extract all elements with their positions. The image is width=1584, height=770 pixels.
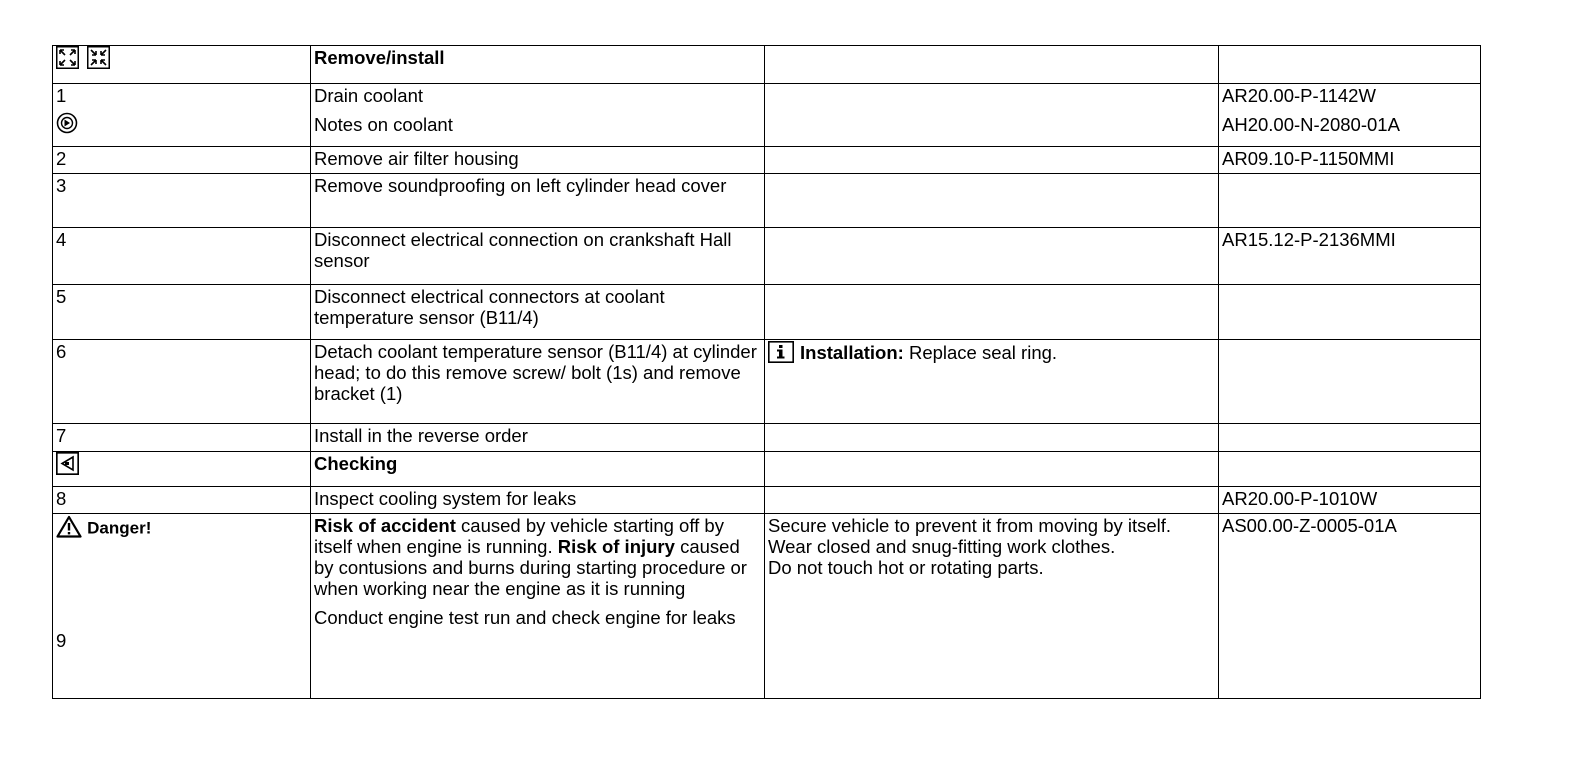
step-number: 2 bbox=[53, 147, 311, 174]
document-ref-link[interactable]: AR09.10-P-1150MMI bbox=[1219, 147, 1481, 174]
step-cell bbox=[53, 84, 311, 147]
ref-cell bbox=[1219, 84, 1481, 147]
info-icon bbox=[768, 341, 794, 367]
table-row bbox=[53, 46, 1481, 84]
step-number: 9 bbox=[56, 630, 67, 651]
document-ref-link[interactable]: AR20.00-P-1142W bbox=[1222, 85, 1376, 106]
step-text: Remove air filter housing bbox=[311, 147, 765, 174]
checking-icon bbox=[56, 452, 79, 475]
table-row bbox=[53, 340, 1481, 424]
document-ref-link[interactable]: AR15.12-P-2136MMI bbox=[1219, 228, 1481, 285]
document-ref-link[interactable]: AS00.00-Z-0005-01A bbox=[1219, 514, 1481, 699]
step-cell bbox=[53, 514, 311, 699]
table-row bbox=[53, 228, 1481, 285]
step-text: Remove soundproofing on left cylinder head cover bbox=[311, 174, 765, 228]
step-number: 6 bbox=[53, 340, 311, 424]
collapse-icon bbox=[87, 46, 110, 69]
note-text: Notes on coolant bbox=[314, 114, 453, 135]
danger-measures-cell bbox=[765, 514, 1219, 699]
section-title: Checking bbox=[311, 452, 765, 487]
measure-text: Wear closed and snug-fitting work clothes. bbox=[768, 536, 1116, 557]
step-number: 7 bbox=[53, 424, 311, 452]
table-row bbox=[53, 514, 1481, 699]
procedure-table bbox=[52, 45, 1481, 699]
step-text-cell bbox=[311, 514, 765, 699]
notes-icon bbox=[56, 112, 308, 138]
info-cell bbox=[765, 340, 1219, 424]
step-text: Conduct engine test run and check engine for leaks bbox=[314, 607, 736, 628]
info-label: Installation: bbox=[800, 341, 904, 363]
measure-text: Do not touch hot or rotating parts. bbox=[768, 557, 1044, 578]
danger-label: Danger! bbox=[87, 518, 152, 538]
step-number: 3 bbox=[53, 174, 311, 228]
info-text: Replace seal ring. bbox=[903, 341, 1058, 363]
step-cell bbox=[53, 452, 311, 487]
step-text: Drain coolant bbox=[314, 85, 424, 106]
danger-text: Risk of accident caused by vehicle starting off by itself when engine is running. Risk of injury caused by contusions and burns during starting procedure or when working near the engine as it is running bbox=[314, 515, 747, 599]
step-text: Install in the reverse order bbox=[311, 424, 765, 452]
step-text: Inspect cooling system for leaks bbox=[311, 487, 765, 514]
step-number: 4 bbox=[53, 228, 311, 285]
measure-text: Secure vehicle to prevent it from moving by itself. bbox=[768, 515, 1172, 536]
step-cell bbox=[53, 46, 311, 84]
table-row bbox=[53, 147, 1481, 174]
step-number: 5 bbox=[53, 285, 311, 340]
table-row bbox=[53, 452, 1481, 487]
table-row bbox=[53, 487, 1481, 514]
step-number: 8 bbox=[53, 487, 311, 514]
table-row bbox=[53, 285, 1481, 340]
danger-warning bbox=[56, 515, 308, 542]
step-text: Detach coolant temperature sensor (B11/4) at cylinder head; to do this remove screw/ bolt (1s) and remove bracket (1) bbox=[311, 340, 765, 424]
step-text: Disconnect electrical connection on crankshaft Hall sensor bbox=[311, 228, 765, 285]
table-row bbox=[53, 424, 1481, 452]
step-text: Disconnect electrical connectors at coolant temperature sensor (B11/4) bbox=[311, 285, 765, 340]
section-title: Remove/install bbox=[311, 46, 765, 84]
document-ref-link[interactable]: AR20.00-P-1010W bbox=[1219, 487, 1481, 514]
warning-triangle-icon bbox=[56, 515, 82, 542]
document-ref-link[interactable]: AH20.00-N-2080-01A bbox=[1222, 114, 1400, 135]
table-row bbox=[53, 84, 1481, 147]
table-row bbox=[53, 174, 1481, 228]
expand-icon bbox=[56, 46, 79, 69]
step-number: 1 bbox=[56, 85, 67, 106]
step-text-cell bbox=[311, 84, 765, 147]
